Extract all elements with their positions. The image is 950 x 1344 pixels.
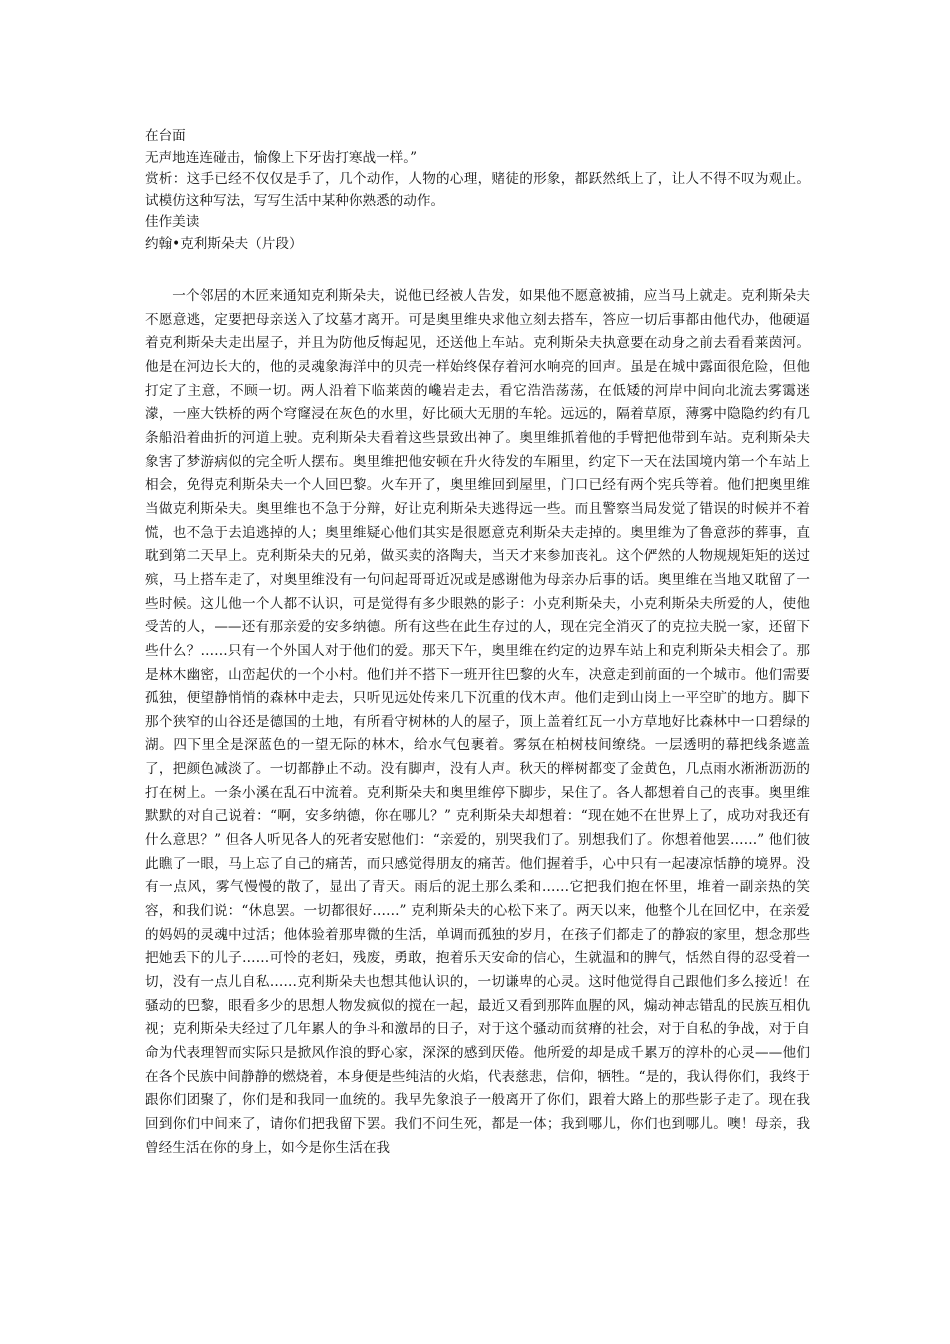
appreciation-comment: 赏析：这手已经不仅仅是手了，几个动作，人物的心理，赌徒的形象，都跃然纸上了，让人不得不叹为观止。试模仿这种写法，写写生活中某种你熟悉的动作。: [145, 171, 810, 209]
section-heading: 佳作美读: [145, 214, 200, 230]
document-page: [145, 126, 810, 1160]
intro-line-1: 在台面: [145, 128, 186, 144]
intro-line-2: 无声地连连碰击，愉像上下牙齿打寒战一样。”: [145, 149, 418, 166]
excerpt-passage: 一个邻居的木匠来通知克利斯朵夫，说他已经被人告发，如果他不愿意被捕，应当马上就走。克利斯朵夫不愿意逃，定要把母亲送入了坟墓才离开。可是奥里维央求他立刻去搭车，答应一切后事都由他代办，他硬逼着克利斯朵夫走出屋子，并且为防他反悔起见，还送他上车站。克利斯朵夫执意要在动身之前去看看莱茵河。他是在河边长大的，他的灵魂象海洋中的贝壳一样始终保存着河水响亮的回声。虽是在城中露面很危险，但他打定了主意，不顾一切。两人沿着下临莱茵的巉岩走去，看它浩浩荡荡，在低矮的河岸中间向北流去雾霭迷濛，一座大铁桥的两个穹窿浸在灰色的水里，好比硕大无朋的车轮。远远的，隔着草原，薄雾中隐隐约约有几条船沿着曲折的河道上驶。克利斯朵夫看着这些景致出神了。奥里维抓着他的手臂把他带到车站。克利斯朵夫象害了梦游病似的完全听人摆布。奥里维把他安顿在升火待发的车厢里，约定下一天在法国境内第一个车站上相会，免得克利斯朵夫一个人回巴黎。火车开了，奥里维回到屋里，门口已经有两个宪兵等着。他们把奥里维当做克利斯朵夫。奥里维也不急于分辩，好让克利斯朵夫逃得远一些。而且警察当局发觉了错误的时候并不着慌，也不急于去追逃掉的人；奥里维疑心他们其实是很愿意克利斯朵夫走掉的。奥里维为了鲁意莎的葬事，直耽到第二天早上。克利斯朵夫的兄弟，做买卖的洛陶夫，当天才来参加丧礼。这个俨然的人物规规矩矩的送过殡，马上搭车走了，对奥里维没有一句问起哥哥近况或是感谢他为母亲办后事的话。奥里维在当地又耽留了一些时候。这儿他一个人都不认识，可是觉得有多少眼熟的影子：小克利斯朵夫，小克利斯朵夫所爱的人，使他受苦的人，——还有那亲爱的安多纳德。所有这些在此生存过的人，现在完全消灭了的克拉夫脱一家，还留下些什么？……只有一个外国人对于他们的爱。那天下午，奥里维在约定的边界车站上和克利斯朵夫相会了。那是林木幽密，山峦起伏的一个小村。他们并不搭下一班开往巴黎的火车，决意走到前面的一个城市。他们需要孤独，便望静悄悄的森林中走去，只听见远处传来几下沉重的伐木声。他们走到山岗上一平空旷的地方。脚下那个狭窄的山谷还是德国的土地，有所看守树林的人的屋子，顶上盖着红瓦一小方草地好比森林中一口碧绿的湖。四下里全是深蓝色的一望无际的林木，给水气包裹着。雾氛在柏树枝间缭绕。一层透明的幕把线条遮盖了，把颜色减淡了。一切都静止不动。没有脚声，没有人声。秋天的榉树都变了金黄色，几点雨水淅淅沥沥的打在树上。一条小溪在乱石中流着。克利斯朵夫和奥里维停下脚步，呆住了。各人都想着自己的丧事。奥里维默默的对自己说着：“啊，安多纳德，你在哪儿？” 克利斯朵夫却想着：“现在她不在世界上了，成功对我还有什么意思？” 但各人听见各人的死者安慰他们：“亲爱的，别哭我们了。别想我们了。你想着他罢……” 他们彼此瞧了一眼，马上忘了自己的痛苦，而只感觉得朋友的痛苦。他们握着手，心中只有一起凄凉恬静的境界。没有一点风，雾气慢慢的散了，显出了青天。雨后的泥土那么柔和……它把我们抱在怀里，堆着一副亲热的笑容，和我们说：“休息罢。一切都很好……” 克利斯朵夫的心松下来了。两天以来，他整个儿在回忆中，在亲爱的妈妈的灵魂中过活；他体验着那卑微的生活，单调而孤独的岁月，在孩子们都走了的静寂的家里，想念那些把她丢下的儿子……可怜的老妇，残废，勇敢，抱着乐天安命的信心，生就温和的脾气，恬然自得的忍受着一切，没有一点儿自私……克利斯朵夫也想其他认识的，一切谦卑的心灵。这时他觉得自己跟他们多么接近！在骚动的巴黎，眼看多少的思想人物发疯似的搅在一起，最近又看到那阵血腥的风，煽动神志错乱的民族互相仇视；克利斯朵夫经过了几年累人的争斗和激昂的日子，对于这个骚动而贫瘠的社会，对于自私的争战，对于自命为代表理智而实际只是掀风作浪的野心家，深深的感到厌倦。他所爱的却是成千累万的淳朴的心灵——他们在各个民族中间静静的燃烧着，本身便是些纯洁的火焰，代表慈悲，信仰，牺牲。“是的，我认得你们，我终于跟你们团聚了，你们是和我同一血统的。我早先象浪子一般离开了你们，跟着大路上的那些影子走了。现在我回到你们中间来了，请你们把我留下罢。我们不问生死，都是一体；我到哪儿，你们也到哪儿。噢！母亲，我曾经生活在你的身上，如今是你生活在我: [145, 288, 810, 1156]
excerpt-title: 约翰•克利斯朵夫（片段）: [145, 235, 303, 252]
spacer: [145, 255, 810, 285]
